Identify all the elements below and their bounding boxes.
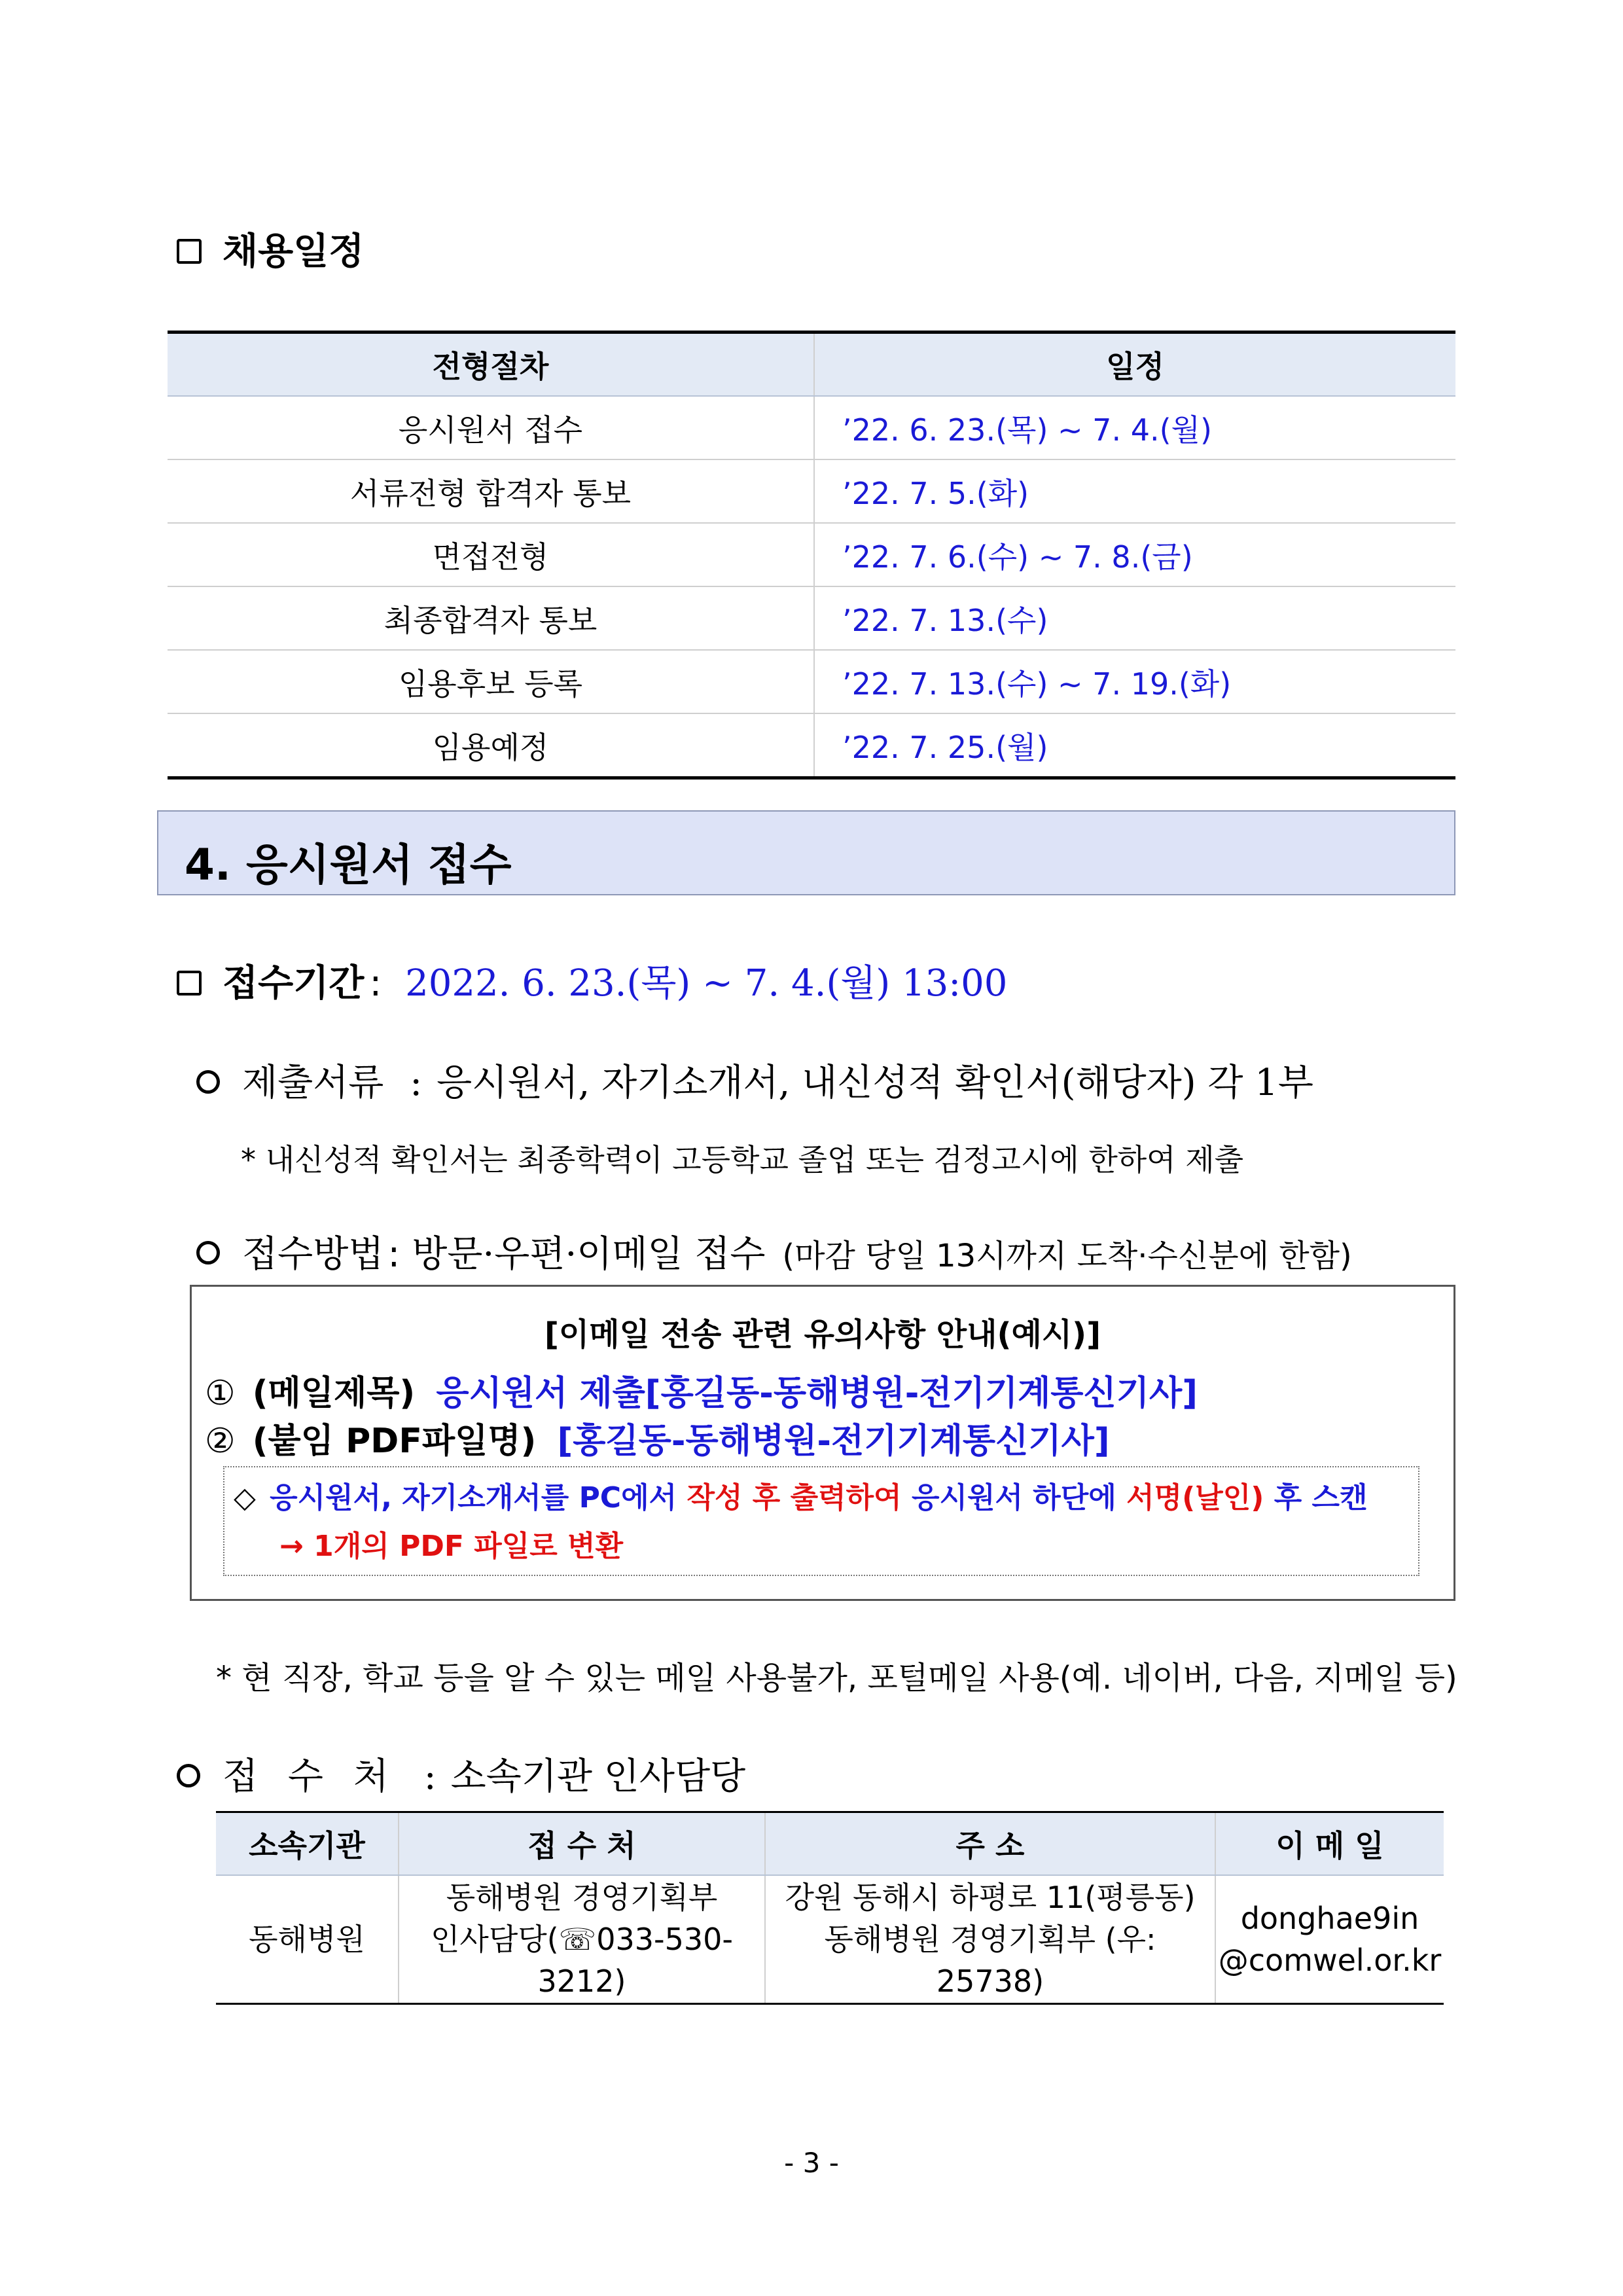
column-header-office: 접 수 처: [399, 1812, 765, 1876]
date-cell: ’22. 7. 5.(화): [814, 459, 1455, 523]
pdf-instruction-line-2: → 1개의 PDF 파일로 변환: [279, 1530, 624, 1563]
number-2-icon: ②: [205, 1422, 236, 1461]
table-row: [168, 586, 1455, 650]
checkbox-square-icon: [177, 239, 202, 264]
column-header-email: 이 메 일: [1215, 1812, 1444, 1876]
method-line: [196, 1225, 1352, 1278]
notice-item-2: [205, 1413, 1110, 1462]
method-value: 방문·우편·이메일 접수: [412, 1233, 766, 1276]
table-row: [216, 1875, 1444, 2004]
mail-subject-value: 응시원서 제출[홍길동-동해병원-전기기계통신기사]: [436, 1374, 1198, 1413]
schedule-heading: [177, 223, 364, 275]
schedule-table: [168, 331, 1455, 780]
org-cell: 동해병원: [216, 1875, 399, 2004]
diamond-icon: ◇: [234, 1481, 256, 1515]
notice-title: [이메일 전송 관련 유의사항 안내(예시)]: [544, 1316, 1101, 1353]
email-domain: @comwel.or.kr: [1218, 1943, 1442, 1978]
column-header-date: 일정: [814, 332, 1455, 397]
circle-bullet-icon: [196, 1070, 220, 1094]
recipient-separator: :: [423, 1755, 437, 1798]
office-line: 동해병원 경영기획부: [446, 1880, 718, 1915]
instruction-text: 응시원서 하단에: [911, 1481, 1116, 1515]
contact-table: [216, 1811, 1444, 2005]
method-note: (마감 당일 13시까지 도착·수신분에 한함): [782, 1238, 1352, 1274]
instruction-highlight: 작성 후 출력하여: [687, 1481, 902, 1515]
page-number: - 3 -: [784, 2147, 839, 2179]
pdf-instruction-box: [223, 1466, 1419, 1576]
recipient-value: 소속기관 인사담당: [450, 1755, 746, 1798]
pdf-instruction-line-1: [234, 1474, 1368, 1516]
recipient-line: [177, 1748, 745, 1800]
office-cell: [399, 1875, 765, 2004]
date-cell: ’22. 7. 6.(수) ~ 7. 8.(금): [814, 523, 1455, 586]
method-separator: :: [387, 1233, 401, 1276]
section-title-bar: [157, 810, 1455, 895]
email-user: donghae9in: [1240, 1901, 1419, 1936]
address-line: 강원 동해시 하평로 11(평릉동): [785, 1880, 1196, 1915]
documents-separator: :: [410, 1062, 423, 1104]
number-1-icon: ①: [205, 1374, 236, 1413]
email-cell: [1215, 1875, 1444, 2004]
attachment-name-value: [홍길동-동해병원-전기기계통신기사]: [557, 1422, 1110, 1461]
step-cell: 응시원서 접수: [168, 396, 814, 459]
table-row: [168, 713, 1455, 778]
column-header-address: 주 소: [765, 1812, 1215, 1876]
email-caution: * 현 직장, 학교 등을 알 수 있는 메일 사용불가, 포털메일 사용(예. 네이버, 다음, 지메일 등): [216, 1660, 1457, 1696]
documents-note: * 내신성적 확인서는 최종학력이 고등학교 졸업 또는 검정고시에 한하여 제출: [241, 1142, 1244, 1177]
documents-label: 제출서류: [242, 1062, 384, 1104]
method-label: 접수방법: [242, 1233, 384, 1276]
table-row: [168, 396, 1455, 459]
period-value: 2022. 6. 23.(목) ~ 7. 4.(월) 13:00: [405, 962, 1008, 1005]
table-header-row: [216, 1812, 1444, 1876]
table-header-row: [168, 332, 1455, 397]
step-cell: 최종합격자 통보: [168, 586, 814, 650]
period-label: 접수기간: [223, 961, 365, 1005]
date-cell: ’22. 6. 23.(목) ~ 7. 4.(월): [814, 396, 1455, 459]
recipient-label: 접 수 처: [223, 1755, 398, 1798]
email-notice-box: [190, 1285, 1455, 1601]
instruction-text: 응시원서, 자기소개서를 PC에서: [270, 1481, 677, 1515]
schedule-heading-text: 채용일정: [223, 230, 365, 273]
application-period: [177, 954, 1007, 1007]
date-cell: ’22. 7. 25.(월): [814, 713, 1455, 778]
address-cell: [765, 1875, 1215, 2004]
documents-value: 응시원서, 자기소개서, 내신성적 확인서(해당자) 각 1부: [437, 1062, 1314, 1104]
table-row: [168, 523, 1455, 586]
column-header-org: 소속기관: [216, 1812, 399, 1876]
step-cell: 면접전형: [168, 523, 814, 586]
circle-bullet-icon: [177, 1764, 200, 1787]
office-phone: 인사담당(☏033-530-3212): [430, 1922, 733, 1999]
instruction-highlight: 서명(날인): [1126, 1481, 1264, 1515]
mail-subject-label: (메일제목): [252, 1374, 416, 1413]
notice-item-1: [205, 1365, 1198, 1414]
table-row: [168, 459, 1455, 523]
date-cell: ’22. 7. 13.(수): [814, 586, 1455, 650]
period-separator: :: [369, 962, 382, 1005]
documents-line: [196, 1054, 1313, 1106]
section-title: 4. 응시원서 접수: [185, 840, 512, 890]
checkbox-square-icon: [177, 971, 202, 996]
attachment-name-label: (붙임 PDF파일명): [252, 1422, 537, 1461]
step-cell: 임용예정: [168, 713, 814, 778]
date-cell: ’22. 7. 13.(수) ~ 7. 19.(화): [814, 650, 1455, 713]
column-header-step: 전형절차: [168, 332, 814, 397]
step-cell: 임용후보 등록: [168, 650, 814, 713]
table-row: [168, 650, 1455, 713]
address-line: 동해병원 경영기획부 (우: 25738): [824, 1922, 1156, 1999]
step-cell: 서류전형 합격자 통보: [168, 459, 814, 523]
circle-bullet-icon: [196, 1241, 220, 1265]
instruction-text: 후 스캔: [1274, 1481, 1368, 1515]
